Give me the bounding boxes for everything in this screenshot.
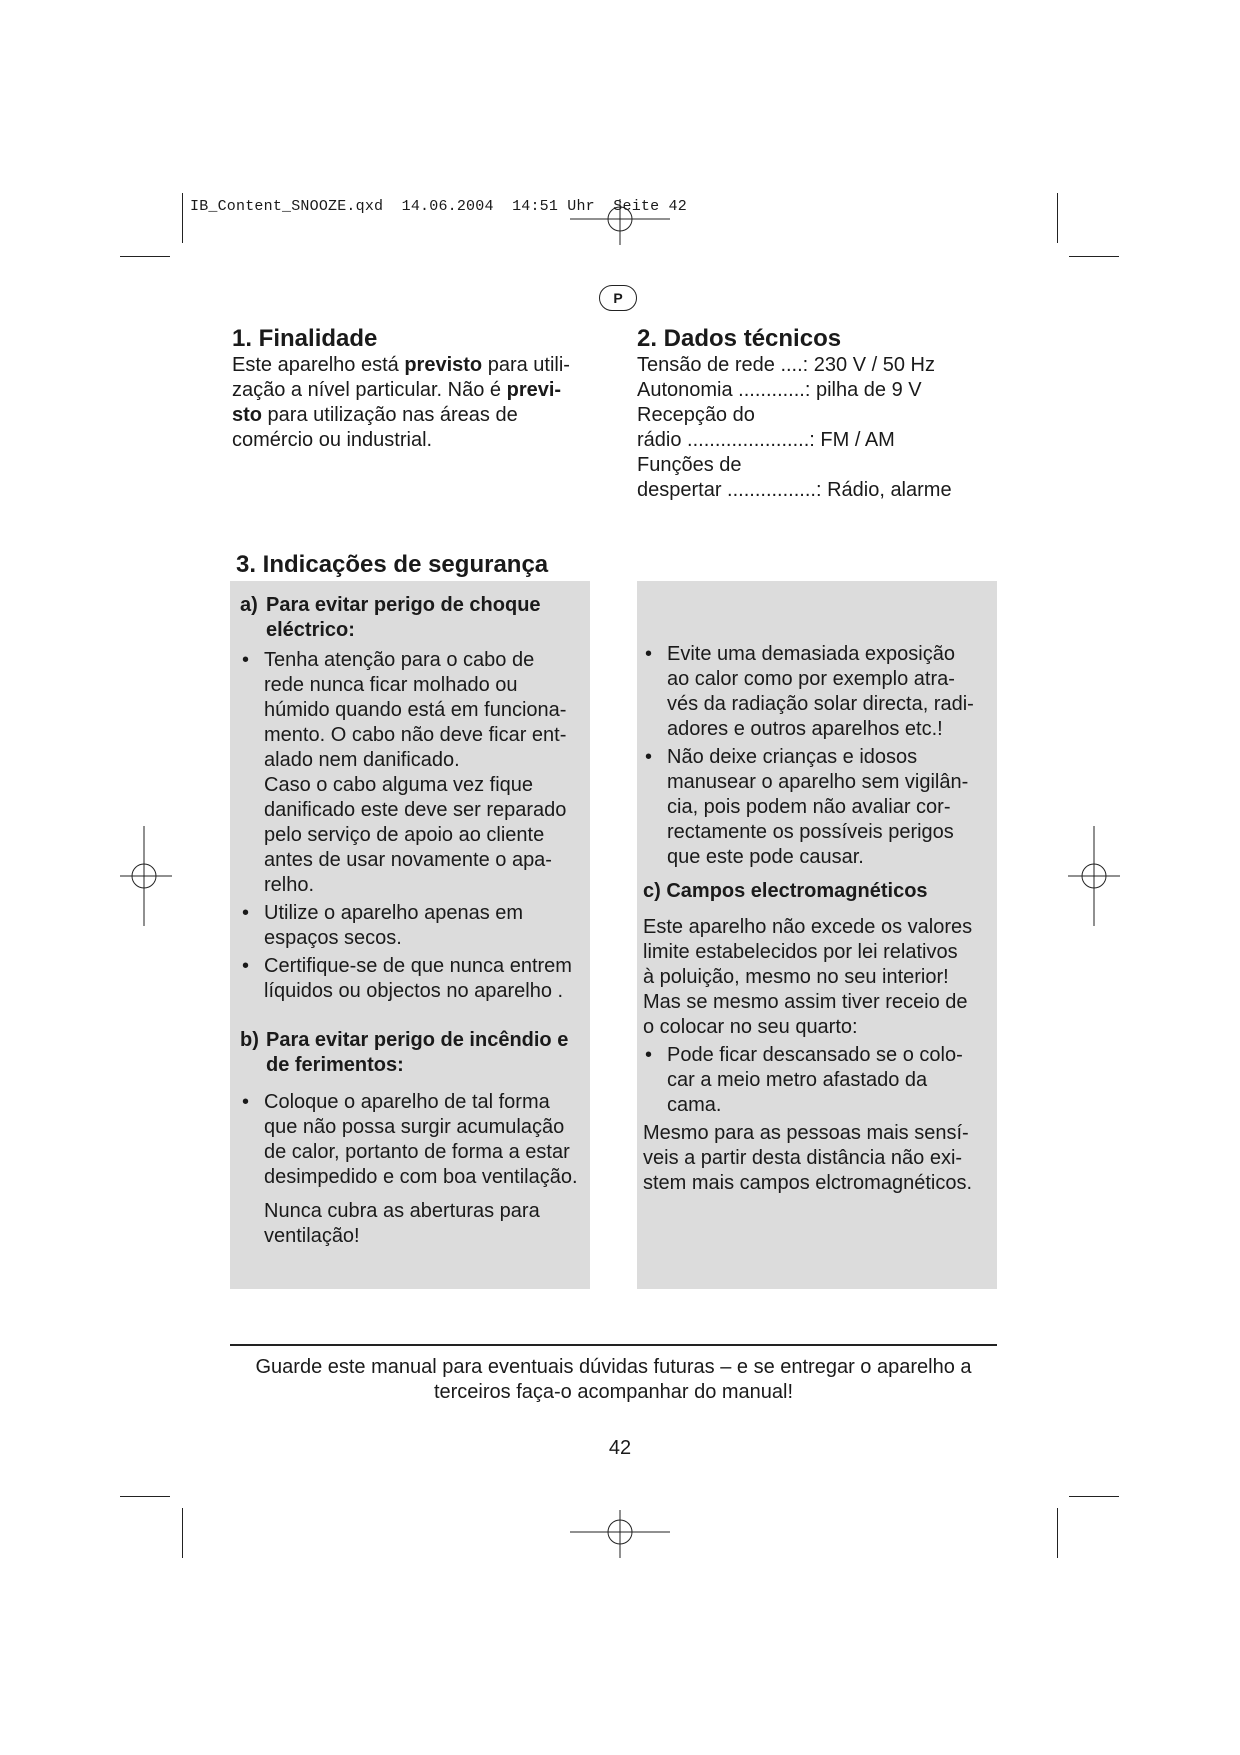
footer-note (230, 1355, 997, 1405)
subheading-line: de ferimentos: (266, 1054, 404, 1076)
paragraph-line: Mas se mesmo assim tiver receio de (643, 991, 968, 1013)
paragraph-line: Este aparelho não excede os valores (643, 916, 973, 938)
slug-file: IB_Content_SNOOZE.qxd (190, 198, 384, 215)
section-finalidade (232, 325, 592, 453)
spec-line: despertar ................: Rádio, alarme (637, 479, 952, 501)
crop-mark (182, 193, 183, 243)
bullet-item: • Não deixe crianças e idosos manusear o aparelho sem vigilân- cia, pois podem não avaliar cor- rectamente os possíveis perigos que este pode causar. (645, 746, 969, 868)
spec-line: rádio ......................: FM / AM (637, 429, 895, 451)
paragraph-line: Mesmo para as pessoas mais sensí- (643, 1122, 969, 1144)
section-title-seguranca: 3. Indicações de segurança (236, 551, 549, 578)
bullet-list-a (240, 648, 585, 1004)
bullet-list-heat (643, 642, 995, 870)
bullet-icon: • (645, 746, 653, 768)
subheading-label: b) (240, 1029, 259, 1051)
note-line: ventilação! (264, 1225, 360, 1247)
spec-line: Autonomia ............: pilha de 9 V (637, 379, 922, 401)
slug-date: 14.06.2004 (401, 198, 494, 215)
body-line: sto para utilização nas áreas de (232, 404, 518, 426)
subheading-line: eléctrico: (266, 619, 355, 641)
bullet-item: • Utilize o aparelho apenas em espaços secos. (242, 902, 524, 949)
slug-line (190, 198, 687, 215)
spec-line: Recepção do (637, 404, 755, 426)
bullet-icon: • (645, 643, 653, 665)
bullet-list-emf (643, 1043, 995, 1118)
note-line: Nunca cubra as aberturas para (264, 1200, 540, 1222)
page-number: 42 (608, 1437, 632, 1459)
emf-paragraph (643, 1121, 995, 1196)
subheading-line: Para evitar perigo de incêndio e (266, 1029, 569, 1051)
safety-panel-right (637, 581, 997, 1289)
spec-line: Tensão de rede ....: 230 V / 50 Hz (637, 354, 935, 376)
bullet-item: • Pode ficar descansado se o colo- car a meio metro afastado da cama. (645, 1044, 963, 1116)
safety-panel-left (230, 581, 590, 1289)
body-line: zação a nível particular. Não é previ- (232, 379, 562, 401)
bullet-icon: • (242, 1091, 250, 1113)
crop-mark (182, 1508, 183, 1558)
bullet-item: • Coloque o aparelho de tal forma que não possa surgir acumulação de calor, portanto de forma a estar desimpedido e com boa ventilação. (242, 1091, 578, 1188)
bullet-item: • Tenha atenção para o cabo de rede nunca ficar molhado ou húmido quando está em funciona- mento. O cabo não deve ficar ent- alado nem danificado. Caso o cabo alguma vez fique danificado este deve ser reparado pelo serviço de apoio ao cliente antes de usar novamente o apa- relho. (242, 649, 567, 896)
paragraph-line: limite estabelecidos por lei relativos (643, 941, 958, 963)
crop-mark (120, 1496, 170, 1497)
slug-time: 14:51 Uhr (512, 198, 595, 215)
footer-line: terceiros faça-o acompanhar do manual! (433, 1381, 794, 1403)
paragraph-line: o colocar no seu quarto: (643, 1016, 858, 1038)
footer-line: Guarde este manual para eventuais dúvidas futuras – e se entregar o aparelho a (255, 1356, 972, 1378)
paragraph-line: veis a partir desta distância não exi- (643, 1147, 963, 1169)
bullet-item: • Certifique-se de que nunca entrem líquidos ou objectos no aparelho . (242, 955, 572, 1002)
crop-mark (120, 256, 170, 257)
spec-list (637, 353, 1017, 503)
bullet-icon: • (242, 649, 250, 671)
subheading-line: Para evitar perigo de choque (266, 594, 541, 616)
paragraph-line: à poluição, mesmo no seu interior! (643, 966, 949, 988)
section-title: 2. Dados técnicos (637, 325, 842, 352)
section-dados-tecnicos (637, 325, 1017, 503)
paragraph-line: stem mais campos elctromagnéticos. (643, 1172, 973, 1194)
crop-mark (1057, 1508, 1058, 1558)
crop-mark (1069, 256, 1119, 257)
bullet-icon: • (242, 955, 250, 977)
body-line: Este aparelho está previsto para utili- (232, 354, 570, 376)
bullet-icon: • (645, 1044, 653, 1066)
subheading-c: c) Campos electromagnéticos (643, 880, 928, 902)
registration-mark-right (1068, 826, 1120, 926)
slug-page: Seite 42 (613, 198, 687, 215)
ventilation-note (240, 1199, 585, 1249)
registration-mark-bottom (570, 1508, 670, 1558)
section-title: 1. Finalidade (232, 325, 378, 352)
footer-rule (230, 1344, 997, 1346)
emf-paragraph (643, 915, 995, 1040)
subheading-a (240, 593, 585, 643)
subheading-label: a) (240, 594, 258, 616)
bullet-icon: • (242, 902, 250, 924)
subheading-b (240, 1028, 585, 1078)
language-badge: P (599, 285, 637, 311)
registration-mark-left (120, 826, 172, 926)
crop-mark (1069, 1496, 1119, 1497)
spec-line: Funções de (637, 454, 742, 476)
bullet-list-b (240, 1090, 585, 1190)
section-body (232, 353, 592, 453)
body-line: comércio ou industrial. (232, 429, 433, 451)
crop-mark (1057, 193, 1058, 243)
bullet-item: • Evite uma demasiada exposição ao calor como por exemplo atra- vés da radiação solar directa, radi- adores e outros aparelhos etc.! (645, 643, 974, 740)
